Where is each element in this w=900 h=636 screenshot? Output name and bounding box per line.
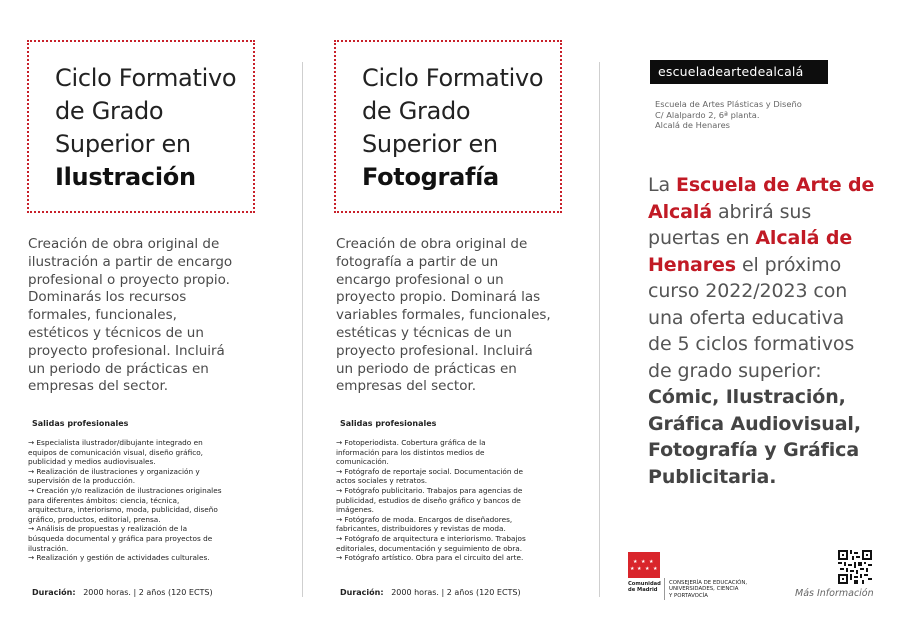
list-item-line: → Fotógrafo de arquitectura e interiorismo. Trabajos xyxy=(336,533,526,543)
duracion-value: 2000 horas. | 2 años (120 ECTS) xyxy=(391,588,521,597)
list-item-line: fabricantes, distribuidores y revistas de moda. xyxy=(336,524,506,534)
description-line: un periodo de prácticas en xyxy=(28,360,209,377)
title-line: Ciclo Formativo xyxy=(362,64,544,92)
text-run: abrirá sus xyxy=(712,200,812,223)
description-line: estéticos y técnicos de un xyxy=(28,324,204,341)
list-item-line: actos sociales y retratos. xyxy=(336,476,428,486)
list-item-line: ilustración. xyxy=(28,543,69,553)
duracion-fotografia xyxy=(340,588,521,597)
text-run: puertas en xyxy=(648,227,756,249)
list-item-line: información para los distintos medios de xyxy=(336,447,485,457)
announcement-line xyxy=(648,225,874,252)
list-item xyxy=(28,467,222,486)
description-line: encargo profesional o un xyxy=(336,271,504,288)
title-line: Superior en xyxy=(55,130,191,158)
list-item xyxy=(28,438,222,467)
list-item-line: → Fotógrafo de reportaje social. Documentación de xyxy=(336,466,523,476)
text-run-highlight: Henares xyxy=(648,253,737,276)
column-divider-left xyxy=(302,62,303,597)
list-item xyxy=(336,553,526,563)
duracion-label: Duración: xyxy=(340,588,384,597)
title-box-fotografia xyxy=(334,40,562,213)
title-line: de Grado xyxy=(55,97,164,125)
list-item xyxy=(336,515,526,534)
description-line: Creación de obra original de xyxy=(336,236,528,252)
list-item xyxy=(336,486,526,515)
list-item-line: equipos de comunicación visual, diseño gráfico, xyxy=(28,447,203,457)
consejeria-line: UNIVERSIDADES, CIENCIA xyxy=(669,586,739,593)
title-bold: Ilustración xyxy=(55,163,196,191)
consejeria-line: CONSEJERÍA DE EDUCACIÓN, xyxy=(669,580,748,586)
list-item xyxy=(336,438,526,467)
address-line: C/ Alalpardo 2, 6ª planta. xyxy=(655,109,760,120)
salidas-list-ilustracion xyxy=(28,438,222,563)
list-item xyxy=(336,467,526,486)
description-line: proyecto profesional. Incluirá xyxy=(336,342,533,359)
list-item-line: → Realización y gestión de actividades culturales. xyxy=(28,553,210,563)
list-item-line: comunicación. xyxy=(336,457,389,467)
list-item-line: arquitectura, interiorismo, moda, publicidad, diseño xyxy=(28,505,218,515)
school-address xyxy=(655,99,802,131)
logo-divider xyxy=(664,578,665,600)
text-run-highlight: Escuela de Arte de xyxy=(675,174,875,196)
title-fotografia xyxy=(362,62,543,194)
announcement-line-bold: Gráfica Audiovisual, xyxy=(648,412,861,435)
cm-name-line: de Madrid xyxy=(628,587,658,593)
duracion-ilustracion xyxy=(32,588,213,597)
school-logo: escueladeartedealcalá xyxy=(650,60,828,84)
title-line: de Grado xyxy=(362,97,471,125)
title-line: Ciclo Formativo xyxy=(55,64,237,92)
text-run-highlight: Alcalá xyxy=(648,200,713,223)
text-run: el próximo xyxy=(736,253,842,276)
list-item-line: gráfico, productos, editorial, prensa. xyxy=(28,514,161,524)
mas-informacion-link[interactable]: Más Información xyxy=(795,588,874,599)
announcement-line xyxy=(648,172,874,199)
description-line: empresas del sector. xyxy=(28,378,169,395)
description-line: ilustración a partir de encargo xyxy=(28,253,233,270)
comunidad-madrid-logo: ★ ★ ★ ★ ★ ★ ★ xyxy=(628,552,660,578)
announcement-line: una oferta educativa xyxy=(648,306,845,329)
list-item xyxy=(28,524,222,553)
list-item-line: para diferentes ámbitos: ciencia, técnica, xyxy=(28,495,180,505)
list-item-line: → Especialista ilustrador/dibujante integrado en xyxy=(28,438,203,447)
duracion-value: 2000 horas. | 2 años (120 ECTS) xyxy=(83,588,213,597)
list-item-line: → Fotógrafo publicitario. Trabajos para agencias de xyxy=(336,485,523,495)
announcement-line-bold: Fotografía y Gráfica xyxy=(648,439,860,461)
consejeria-label xyxy=(669,580,747,599)
announcement-line xyxy=(648,199,874,226)
announcement-line xyxy=(648,252,874,279)
description-line: proyecto propio. Dominará las xyxy=(336,289,541,306)
description-line: formales, funcionales, xyxy=(28,307,177,324)
description-fotografia xyxy=(336,236,551,396)
list-item-line: → Fotógrafo de moda. Encargos de diseñadores, xyxy=(336,514,513,524)
description-line: estéticas y técnicas de un xyxy=(336,324,512,341)
column-divider-right xyxy=(599,62,600,597)
list-item xyxy=(28,553,222,563)
description-ilustracion xyxy=(28,236,232,396)
list-item-line: supervisión de la producción. xyxy=(28,476,136,486)
text-run: La xyxy=(648,174,676,196)
title-ilustracion xyxy=(55,62,236,194)
list-item xyxy=(28,486,222,524)
title-box-ilustracion xyxy=(27,40,255,213)
announcement-line: curso 2022/2023 con xyxy=(648,280,848,302)
list-item-line: → Análisis de propuestas y realización de la xyxy=(28,524,188,534)
description-line: fotografía a partir de un xyxy=(336,253,499,270)
description-line: Creación de obra original de xyxy=(28,236,220,252)
list-item-line: → Fotógrafo artístico. Obra para el circuito del arte. xyxy=(336,553,524,563)
salidas-heading: Salidas profesionales xyxy=(340,419,437,428)
list-item-line: → Fotoperiodista. Cobertura gráfica de la xyxy=(336,438,486,447)
description-line: proyecto profesional. Incluirá xyxy=(28,342,225,359)
description-line: variables formales, funcionales, xyxy=(336,307,551,324)
title-line: Superior en xyxy=(362,130,498,158)
salidas-heading: Salidas profesionales xyxy=(32,419,129,428)
list-item xyxy=(336,534,526,553)
announcement-line-bold: Cómic, Ilustración, xyxy=(648,386,846,408)
description-line: empresas del sector. xyxy=(336,378,477,395)
comunidad-madrid-name xyxy=(628,581,661,593)
title-bold: Fotografía xyxy=(362,163,499,191)
description-line: profesional o proyecto propio. xyxy=(28,271,230,288)
duracion-label: Duración: xyxy=(32,588,76,597)
list-item-line: publicidad, estudios de diseño gráfico y bancos de xyxy=(336,495,521,505)
list-item-line: → Realización de ilustraciones y organización y xyxy=(28,466,200,476)
address-line: Escuela de Artes Plásticas y Diseño xyxy=(655,99,802,109)
list-item-line: imágenes. xyxy=(336,505,374,515)
announcement-line: de 5 ciclos formativos xyxy=(648,333,855,355)
text-run-highlight: Alcalá de xyxy=(755,227,853,249)
list-item-line: editoriales, documentación y seguimiento de obra. xyxy=(336,543,523,553)
consejeria-line: Y PORTAVOCÍA xyxy=(669,592,708,599)
announcement-line-bold: Publicitaria. xyxy=(648,465,777,488)
description-line: Dominarás los recursos xyxy=(28,289,187,306)
list-item-line: búsqueda documental y gráfica para proyectos de xyxy=(28,533,213,543)
address-line: Alcalá de Henares xyxy=(655,120,731,130)
description-line: un periodo de prácticas en xyxy=(336,360,517,377)
salidas-list-fotografia xyxy=(336,438,526,563)
list-item-line: publicidad y medios audiovisuales. xyxy=(28,457,156,467)
cm-name-line: Comunidad xyxy=(628,581,661,587)
list-item-line: → Creación y/o realización de ilustraciones originales xyxy=(28,485,222,495)
announcement-line: de grado superior: xyxy=(648,359,822,382)
announcement xyxy=(648,172,874,490)
qr-code-icon[interactable] xyxy=(838,550,872,584)
